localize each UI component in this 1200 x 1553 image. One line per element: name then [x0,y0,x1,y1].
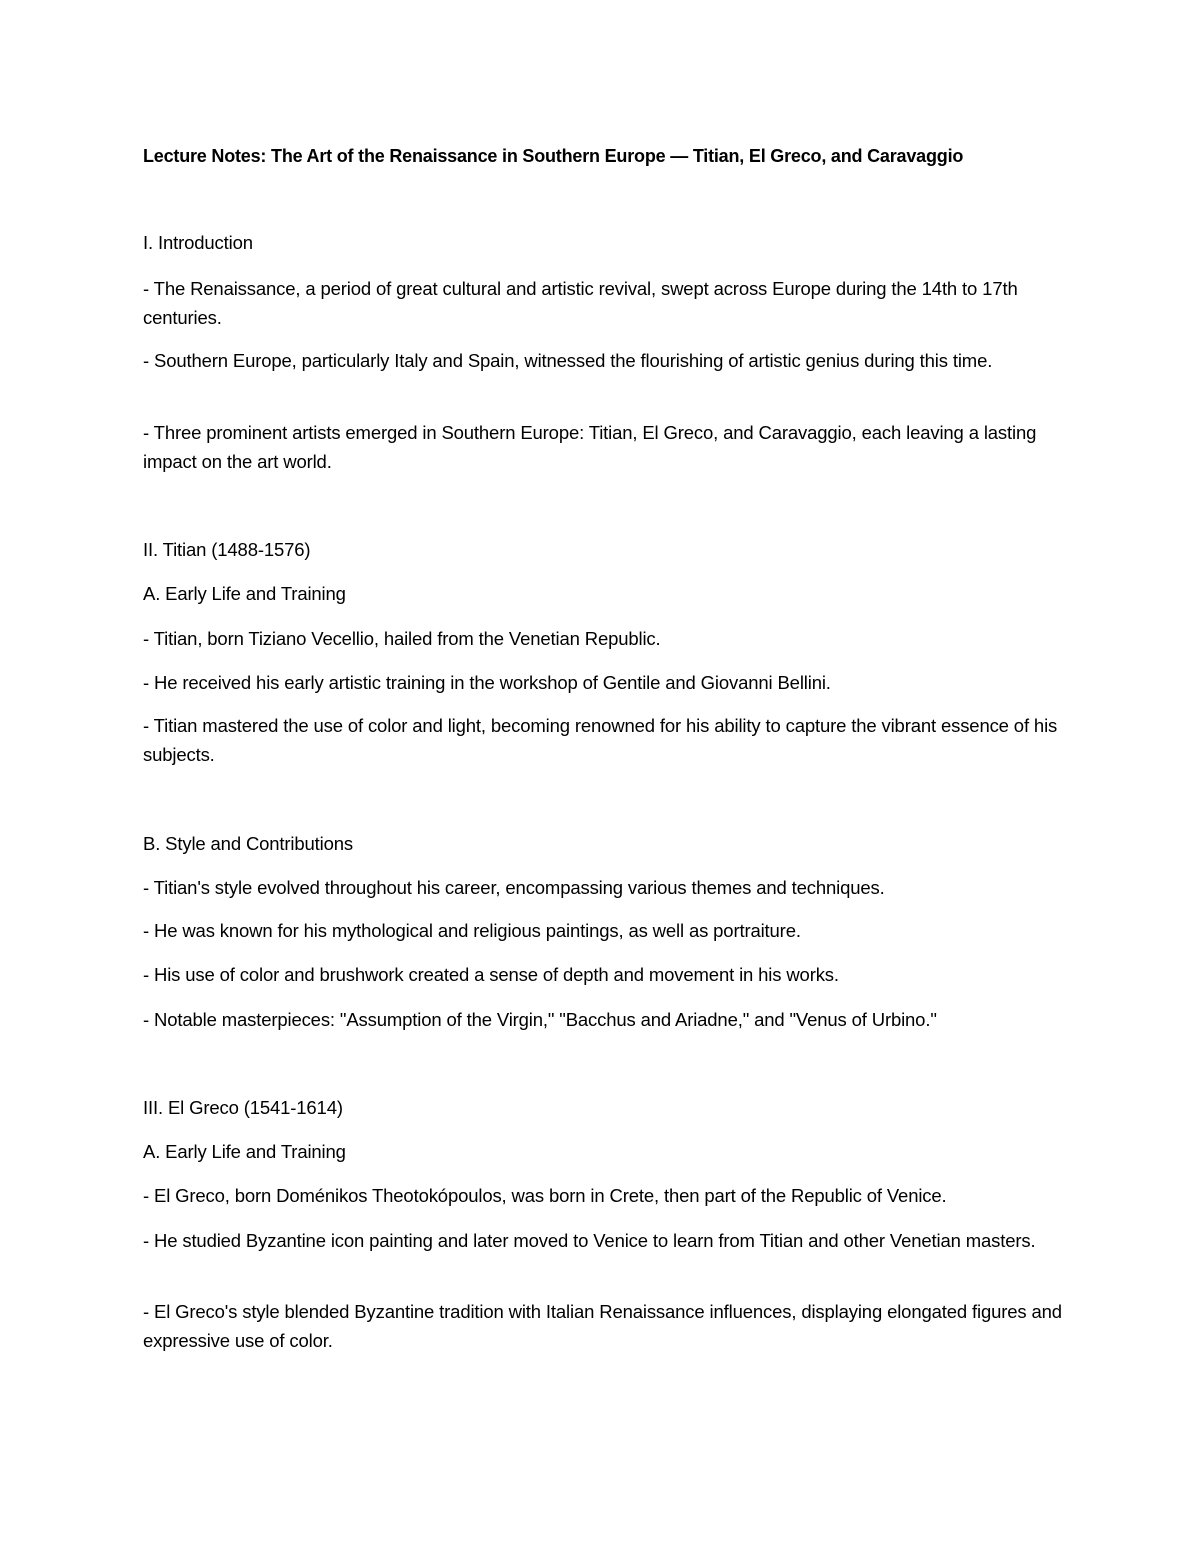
bullet-item: - Southern Europe, particularly Italy and Spain, witnessed the flourishing of artistic genius during this time. [143,350,993,371]
section-heading-el-greco: III. El Greco (1541-1614) [143,1097,343,1118]
section-heading-titian: II. Titian (1488-1576) [143,539,311,560]
bullet-item: - The Renaissance, a period of great cultural and artistic revival, swept across Europe during the 14th to 17th centuries. [143,278,1018,328]
subsection-heading: A. Early Life and Training [143,1141,346,1162]
bullet-item: - Titian's style evolved throughout his career, encompassing various themes and techniques. [143,877,885,898]
bullet-item: - His use of color and brushwork created a sense of depth and movement in his works. [143,964,839,985]
bullet-item: - El Greco, born Doménikos Theotokópoulos, was born in Crete, then part of the Republic of Venice. [143,1185,947,1206]
bullet-item: - Titian mastered the use of color and light, becoming renowned for his ability to capture the vibrant essence of his subjects. [143,715,1058,765]
bullet-item: - Three prominent artists emerged in Southern Europe: Titian, El Greco, and Caravaggio, each leaving a lasting impact on the art world. [143,422,1037,472]
document-title: Lecture Notes: The Art of the Renaissance in Southern Europe — Titian, El Greco, and Caravaggio [143,146,964,166]
section-heading-introduction: I. Introduction [143,232,253,253]
bullet-item: - He studied Byzantine icon painting and later moved to Venice to learn from Titian and other Venetian masters. [143,1230,1036,1251]
bullet-item: - Titian, born Tiziano Vecellio, hailed from the Venetian Republic. [143,628,661,649]
subsection-heading: A. Early Life and Training [143,583,346,604]
subsection-heading: B. Style and Contributions [143,833,353,854]
bullet-item: - He received his early artistic training in the workshop of Gentile and Giovanni Bellini. [143,672,831,693]
bullet-item: - Notable masterpieces: "Assumption of the Virgin," "Bacchus and Ariadne," and "Venus of Urbino." [143,1009,937,1030]
bullet-item: - El Greco's style blended Byzantine tradition with Italian Renaissance influences, displaying elongated figures and expressive use of color. [143,1301,1062,1351]
bullet-item: - He was known for his mythological and religious paintings, as well as portraiture. [143,920,801,941]
